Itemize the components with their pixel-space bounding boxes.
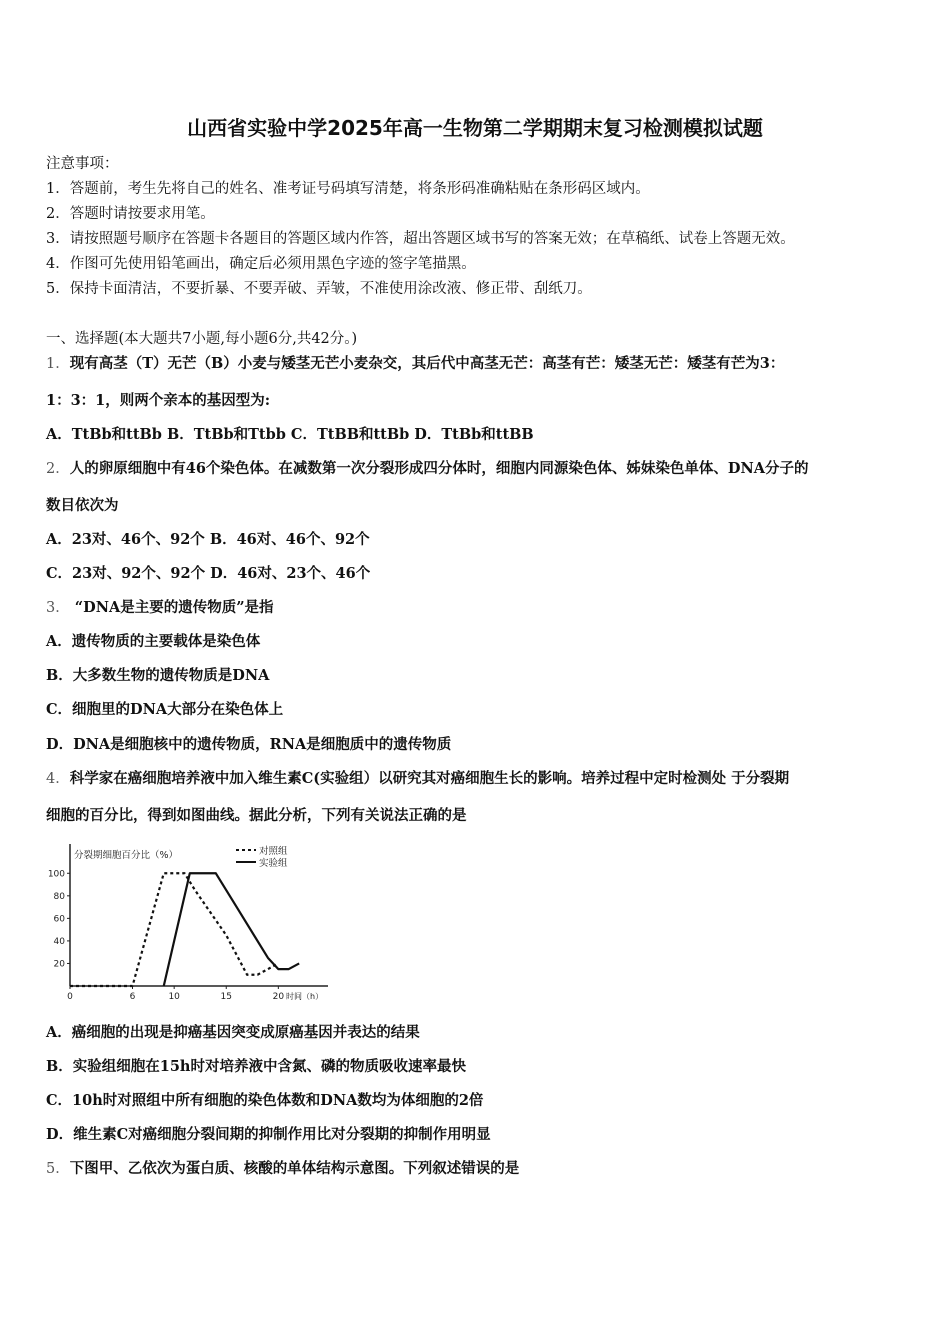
question-5-stem xyxy=(46,1157,519,1178)
question-4-option-d: D．维生素C对癌细胞分裂间期的抑制作用比对分裂期的抑制作用明显 xyxy=(46,1126,491,1143)
x-axis-label: 时间（h） xyxy=(286,992,324,1001)
question-text: 人的卵原细胞中有46个染色体。在减数第一次分裂形成四分体时，细胞内同源染色体、姊妹染色单体、DNA分子的 xyxy=(69,460,809,477)
question-3-option-c: C．细胞里的DNA大部分在染色体上 xyxy=(46,701,284,718)
page-title: 山西省实验中学2025年高一生物第二学期期末复习检测模拟试题 xyxy=(187,116,763,140)
question-3-option-a: A．遗传物质的主要载体是染色体 xyxy=(46,633,261,650)
question-3-stem xyxy=(46,596,274,617)
notice-item: 1．答题前，考生先将自己的姓名、准考证号码填写清楚，将条形码准确粘贴在条形码区域内。 xyxy=(46,181,650,197)
question-4-stem xyxy=(46,767,789,788)
question-number: 2． xyxy=(46,461,70,477)
x-tick-label: 15 xyxy=(220,992,232,1002)
legend-label: 对照组 xyxy=(259,846,288,857)
question-3-option-d: D．DNA是细胞核中的遗传物质，RNA是细胞质中的遗传物质 xyxy=(46,736,452,753)
x-tick-label: 20 xyxy=(272,992,285,1002)
question-text: “DNA是主要的遗传物质”是指 xyxy=(69,599,274,616)
question-4-option-c: C．10h时对照组中所有细胞的染色体数和DNA数均为体细胞的2倍 xyxy=(46,1092,484,1109)
y-tick-label: 100 xyxy=(47,869,65,880)
question-2-stem-cont: 数目依次为 xyxy=(46,497,119,514)
notice-item: 2．答题时请按要求用笔。 xyxy=(46,206,215,222)
question-4-option-b: B．实验组细胞在15h时对培养液中含氮、磷的物质吸收速率最快 xyxy=(46,1058,466,1075)
y-tick-label: 80 xyxy=(53,891,65,902)
x-tick-label: 6 xyxy=(129,992,136,1002)
question-text: 现有高茎（T）无芒（B）小麦与矮茎无芒小麦杂交，其后代中高茎无芒：高茎有芒：矮茎无芒：矮茎有芒为3： xyxy=(69,355,785,372)
question-number: 4． xyxy=(46,771,70,787)
question-text: 科学家在癌细胞培养液中加入维生素C(实验组）以研究其对癌细胞生长的影响。培养过程中定时检测处 于分裂期 xyxy=(69,770,790,787)
series-line-2 xyxy=(164,873,299,986)
section-heading: 一、选择题(本大题共7小题,每小题6分,共42分。) xyxy=(46,331,358,347)
question-number: 5． xyxy=(46,1161,70,1177)
y-tick-label: 60 xyxy=(53,914,65,925)
y-axis-label: 分裂期细胞百分比（%） xyxy=(74,850,179,861)
notice-item: 5．保持卡面清洁，不要折暴、不要弄破、弄皱，不准使用涂改液、修正带、刮纸刀。 xyxy=(46,281,592,297)
legend-label: 实验组 xyxy=(259,858,288,869)
question-2-options-cd: C．23对、92个、92个 D．46对、23个、46个 xyxy=(46,565,371,582)
notice-item: 4．作图可先使用铅笔画出，确定后必须用黑色字迹的签字笔描黑。 xyxy=(46,256,476,272)
notice-item: 3．请按照题号顺序在答题卡各题目的答题区域内作答，超出答题区域书写的答案无效；在草稿纸、试卷上答题无效。 xyxy=(46,231,795,247)
question-4-stem-cont: 细胞的百分比，得到如图曲线。据此分析，下列有关说法正确的是 xyxy=(46,807,467,824)
y-tick-label: 40 xyxy=(53,936,65,947)
x-tick-label: 0 xyxy=(67,992,73,1002)
question-2-stem xyxy=(46,457,809,478)
question-1-options: A．TtBb和ttBb B．TtBb和Ttbb C．TtBB和ttBb D．TtBb和ttBB xyxy=(46,426,534,443)
question-text: 下图甲、乙依次为蛋白质、核酸的单体结构示意图。下列叙述错误的是 xyxy=(69,1160,520,1177)
question-4-option-a: A．癌细胞的出现是抑癌基因突变成原癌基因并表达的结果 xyxy=(46,1024,420,1041)
question-1-stem-cont: 1：3：1，则两个亲本的基因型为: xyxy=(46,392,271,409)
x-tick-label: 10 xyxy=(168,992,180,1002)
question-3-option-b: B．大多数生物的遗传物质是DNA xyxy=(46,667,270,684)
question-number: 3． xyxy=(46,600,70,616)
y-tick-label: 20 xyxy=(53,959,65,970)
cell-division-chart xyxy=(46,838,336,1003)
question-1-stem xyxy=(46,352,784,373)
question-2-options-ab: A．23对、46个、92个 B．46对、46个、92个 xyxy=(46,531,370,548)
notice-heading: 注意事项： xyxy=(46,156,119,172)
series-line-1 xyxy=(70,873,278,986)
question-number: 1． xyxy=(46,356,70,372)
